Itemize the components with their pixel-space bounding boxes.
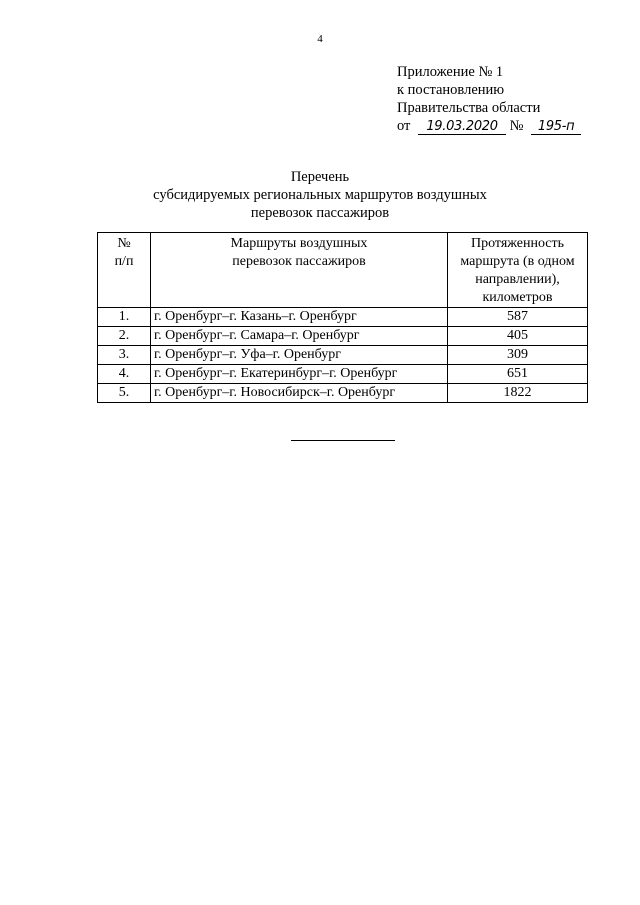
title-line-3: перевозок пассажиров — [250, 205, 390, 221]
appendix-title: Приложение № 1 — [397, 64, 504, 80]
header-num-line-2: п/п — [114, 254, 134, 269]
closing-divider — [291, 440, 395, 441]
row-num: 3. — [98, 346, 151, 365]
row-num: 2. — [98, 327, 151, 346]
row-length: 587 — [448, 308, 588, 327]
appendix-date-line — [397, 117, 581, 135]
row-length: 405 — [448, 327, 588, 346]
appendix-government: Правительства области — [397, 100, 541, 116]
table-row — [98, 365, 588, 384]
row-length: 651 — [448, 365, 588, 384]
table-row — [98, 308, 588, 327]
handwritten-number: 195-п — [531, 120, 581, 135]
row-num: 4. — [98, 365, 151, 384]
table-row — [98, 346, 588, 365]
header-route-line-1: Маршруты воздушных — [230, 236, 368, 251]
from-label: от — [397, 118, 411, 134]
title-line-1: Перечень — [290, 169, 350, 185]
table-row — [98, 384, 588, 403]
header-route-line-2: перевозок пассажиров — [232, 254, 366, 269]
header-length-line-1: Протяженность — [470, 236, 565, 251]
number-label: № — [509, 118, 524, 134]
row-length: 1822 — [448, 384, 588, 403]
row-num: 5. — [98, 384, 151, 403]
table-header-row — [98, 233, 588, 308]
document-title — [0, 168, 640, 222]
header-length-line-3: направлении), — [475, 272, 560, 287]
row-num: 1. — [98, 308, 151, 327]
header-length — [448, 233, 588, 308]
appendix-block — [397, 63, 581, 135]
row-route: г. Оренбург–г. Новосибирск–г. Оренбург — [151, 384, 448, 403]
row-route: г. Оренбург–г. Уфа–г. Оренбург — [151, 346, 448, 365]
handwritten-date: 19.03.2020 — [418, 120, 506, 135]
row-length: 309 — [448, 346, 588, 365]
row-route: г. Оренбург–г. Казань–г. Оренбург — [151, 308, 448, 327]
row-route: г. Оренбург–г. Самара–г. Оренбург — [151, 327, 448, 346]
header-length-line-2: маршрута (в одном — [460, 254, 575, 269]
header-num — [98, 233, 151, 308]
appendix-resolution: к постановлению — [397, 82, 505, 98]
header-num-line-1: № — [117, 236, 131, 251]
page-number: 4 — [317, 33, 323, 45]
header-length-line-4: километров — [482, 290, 553, 305]
table-row — [98, 327, 588, 346]
header-route — [151, 233, 448, 308]
row-route: г. Оренбург–г. Екатеринбург–г. Оренбург — [151, 365, 448, 384]
routes-table — [97, 232, 588, 403]
title-line-2: субсидируемых региональных маршрутов воздушных — [153, 187, 487, 203]
